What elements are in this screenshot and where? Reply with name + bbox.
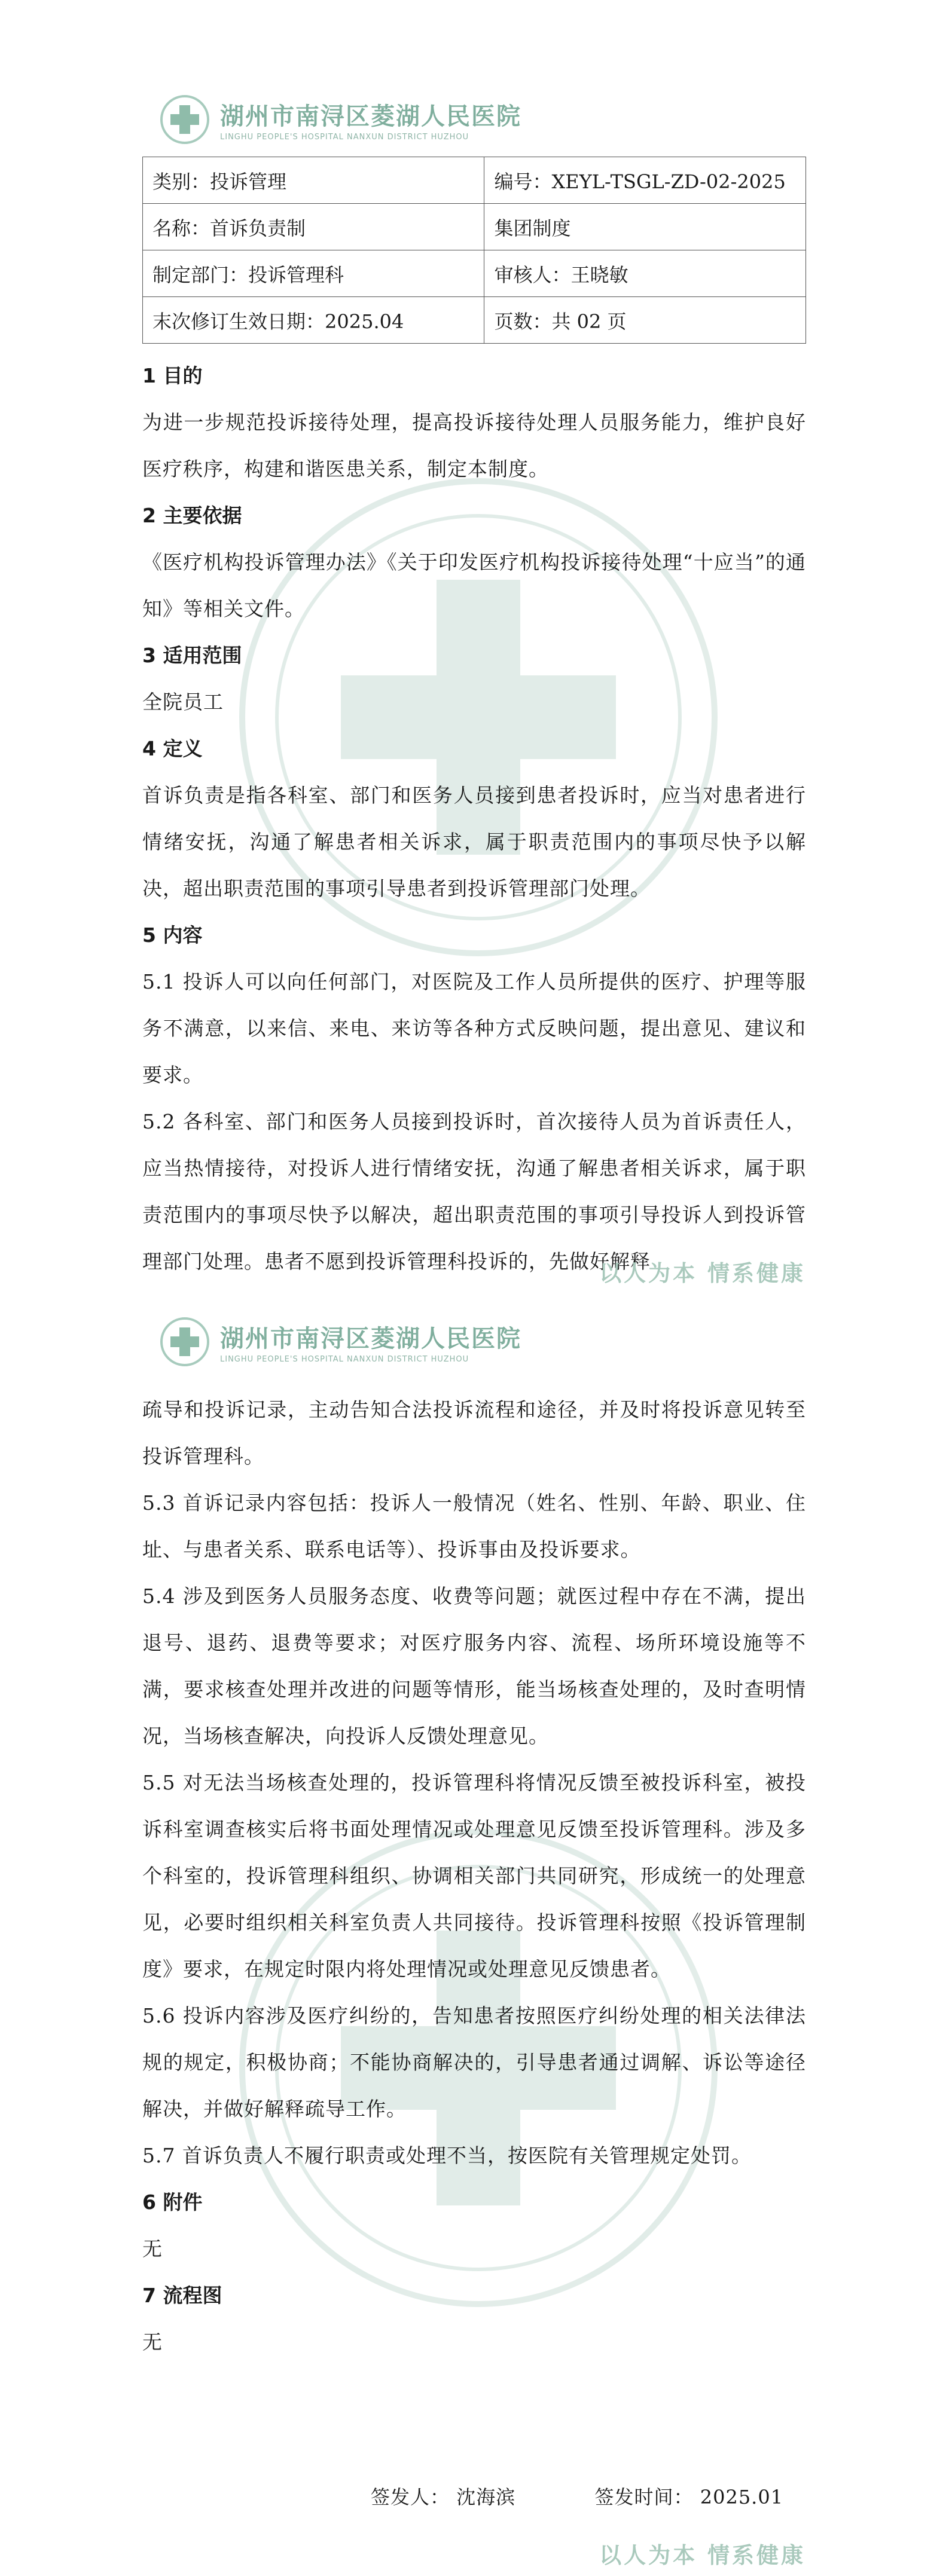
signer-name: 沈海滨 [456,2486,516,2508]
section-paragraph: 5.4 涉及到医务人员服务态度、收费等问题；就医过程中存在不满，提出退号、退药、退费等要求；对医疗服务内容、流程、场所环境设施等不满，要求核查处理并改进的问题等情形，能当场核查处理的，及时查明情况，当场核查解决，向投诉人反馈处理意见。 [142,1584,806,1748]
signer-label: 签发人： [371,2486,450,2508]
section-paragraph: 《医疗机构投诉管理办法》《关于印发医疗机构投诉接待处理“十应当”的通知》等相关文件。 [142,550,806,620]
section-heading: 7 流程图 [142,2284,222,2307]
page-header [160,93,521,146]
section-paragraph: 5.1 投诉人可以向任何部门，对医院及工作人员所提供的医疗、护理等服务不满意，以来信、来电、来访等各种方式反映问题，提出意见、建议和要求。 [142,970,806,1087]
section-paragraph: 5.6 投诉内容涉及医疗纠纷的，告知患者按照医疗纠纷处理的相关法律法规的规定，积极协商；不能协商解决的，引导患者通过调解、诉讼等途径解决，并做好解释疏导工作。 [142,2004,806,2121]
table-row [143,204,806,250]
table-cell: 制定部门：投诉管理科 [143,250,484,297]
section-heading: 2 主要依据 [142,504,242,527]
section-paragraph: 无 [142,2237,163,2260]
hospital-logo-icon [160,95,209,144]
table-cell: 编号：XEYL-TSGL-ZD-02-2025 [484,157,806,204]
table-row [143,157,806,204]
hospital-name-en: LINGHU PEOPLE'S HOSPITAL NANXUN DISTRICT HUZHOU [220,1355,469,1364]
issue-date-value: 2025.01 [700,2486,784,2508]
page-2-content [142,1387,806,2366]
table-cell: 名称：首诉负责制 [143,204,484,250]
table-cell: 类别：投诉管理 [143,157,484,204]
table-row [143,250,806,297]
section-paragraph: 5.2 各科室、部门和医务人员接到投诉时，首次接待人员为首诉责任人，应当热情接待，对投诉人进行情绪安抚，沟通了解患者相关诉求，属于职责范围内的事项尽快予以解决，超出职责范围的事项引导投诉人到投诉管理部门处理。患者不愿到投诉管理科投诉的，先做好解释 [142,1110,806,1273]
hospital-slogan: 以人为本 情系健康 [599,2542,805,2568]
table-row [143,297,806,344]
document-page-2 [0,1291,949,2576]
hospital-logo-icon [160,1317,209,1366]
page-header [160,1315,521,1369]
table-cell: 页数：共 02 页 [484,297,806,344]
page-1-content [142,353,806,1285]
issue-date-label: 签发时间： [594,2486,694,2508]
section-heading: 3 适用范围 [142,644,242,667]
table-cell: 审核人：王晓敏 [484,250,806,297]
section-heading: 6 附件 [142,2190,203,2214]
section-heading: 5 内容 [142,923,203,947]
section-paragraph: 5.7 首诉负责人不履行职责或处理不当，按医院有关管理规定处罚。 [142,2144,752,2167]
section-paragraph: 无 [142,2330,163,2354]
section-paragraph: 为进一步规范投诉接待处理，提高投诉接待处理人员服务能力，维护良好医疗秩序，构建和谐医患关系，制定本制度。 [142,411,806,481]
section-paragraph: 疏导和投诉记录，主动告知合法投诉流程和途径，并及时将投诉意见转至投诉管理科。 [142,1398,806,1468]
section-paragraph: 5.5 对无法当场核查处理的，投诉管理科将情况反馈至被投诉科室，被投诉科室调查核实后将书面处理情况或处理意见反馈至投诉管理科。涉及多个科室的，投诉管理科组织、协调相关部门共同研究，形成统一的处理意见，必要时组织相关科室负责人共同接待。投诉管理科按照《投诉管理制度》要求，在规定时限内将处理情况或处理意见反馈患者。 [142,1771,806,1981]
section-heading: 1 目的 [142,364,203,387]
section-paragraph: 首诉负责是指各科室、部门和医务人员接到患者投诉时，应当对患者进行情绪安抚，沟通了解患者相关诉求，属于职责范围内的事项尽快予以解决，超出职责范围的事项引导患者到投诉管理部门处理。 [142,784,806,900]
signature-line [371,2482,783,2510]
table-cell: 集团制度 [484,204,806,250]
section-paragraph: 全院员工 [142,690,224,714]
hospital-name: 湖州市南浔区菱湖人民医院 [220,103,521,130]
hospital-name: 湖州市南浔区菱湖人民医院 [220,1325,521,1353]
section-paragraph: 5.3 首诉记录内容包括：投诉人一般情况（姓名、性别、年龄、职业、住址、与患者关系、联系电话等）、投诉事由及投诉要求。 [142,1491,806,1561]
hospital-slogan: 以人为本 情系健康 [599,1260,805,1286]
document-meta-table [142,157,806,344]
hospital-name-en: LINGHU PEOPLE'S HOSPITAL NANXUN DISTRICT HUZHOU [220,133,469,142]
table-cell: 末次修订生效日期：2025.04 [143,297,484,344]
section-heading: 4 定义 [142,737,203,760]
